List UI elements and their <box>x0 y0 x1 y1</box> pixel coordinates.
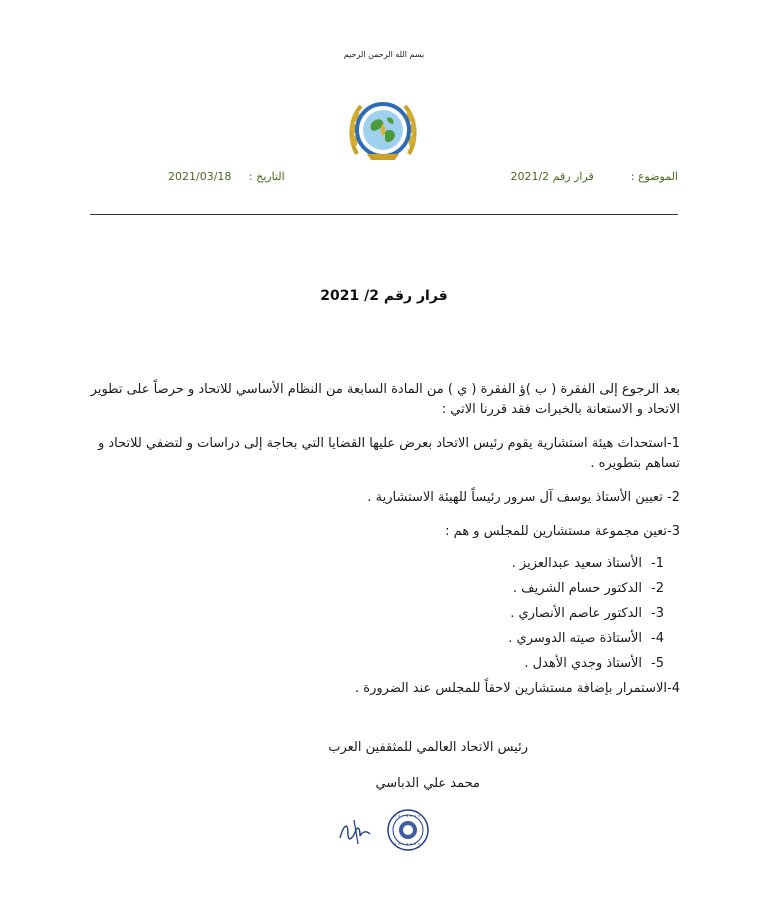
basmala: بسم الله الرحمن الرحيم <box>343 50 425 59</box>
date-value: 2021/03/18 <box>168 170 232 183</box>
subject-label: الموضوع : <box>630 170 678 183</box>
intro-paragraph: بعد الرجوع إلى الفقرة ( ب )ؤ الفقرة ( ي ) من المادة السابعة من النظام الأساسي للاتحاد و حرصاً على تطوير الاتحاد و الاستعانة بالخبرات فقد قررنا الاتي : <box>90 382 680 417</box>
signature-stamp-icon <box>336 806 440 856</box>
union-logo-icon <box>347 96 419 164</box>
decision-title: قرار رقم 2/ 2021 <box>320 288 448 304</box>
list-item: 1-الأستاذ سعيد عبدالعزيز . <box>511 556 664 571</box>
clause-2: 2- تعيين الأستاذ يوسف آل سرور رئيساً للهيئة الاستشارية . <box>367 490 680 505</box>
list-item: 2-الدكتور حسام الشريف . <box>512 581 664 596</box>
signatory-title: رئيس الاتحاد العالمي للمثقفين العرب <box>328 740 528 755</box>
advisors-list <box>90 554 680 674</box>
subject-value: قرار رقم 2021/2 <box>510 170 594 183</box>
decision-body <box>90 380 680 713</box>
header-divider <box>90 214 678 215</box>
clause-1: 1-استحداث هيئة استشارية يقوم رئيس الاتحاد بعرض عليها القضايا التي بحاجة إلى دراسات و لتضفي للاتحاد و تساهم بتطويره . <box>97 436 680 471</box>
list-item: 4-الأستاذة صيته الدوسري . <box>508 631 664 646</box>
clause-4: 4-الاستمرار بإضافة مستشارين لاحقاً للمجلس عند الضرورة . <box>355 681 680 696</box>
clause-3: 3-تعين مجموعة مستشارين للمجلس و هم : <box>445 524 680 539</box>
date-line <box>168 170 285 183</box>
date-label: التاريخ : <box>248 170 285 183</box>
signatory-name: محمد علي الدباسي <box>375 776 480 791</box>
list-item: 5-الأستاذ وجدي الأهدل . <box>524 656 664 671</box>
subject-line <box>510 170 678 183</box>
list-item: 3-الدكتور عاصم الأنصاري . <box>510 606 664 621</box>
